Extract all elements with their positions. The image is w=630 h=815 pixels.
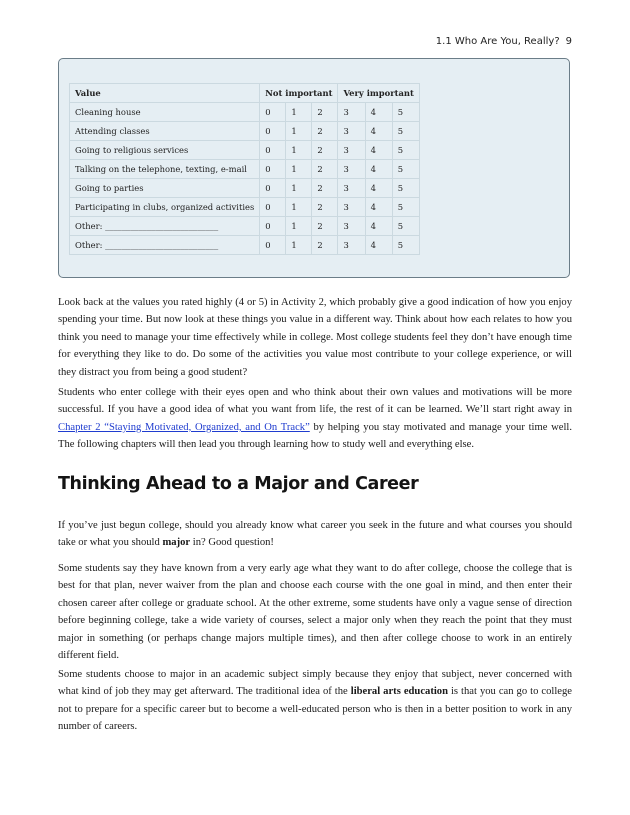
rating-cell: 2 [312,236,338,255]
bold-term-liberal-arts: liberal arts education [350,686,448,698]
table-row [70,236,420,255]
rating-cell: 2 [312,141,338,160]
rating-cell: 3 [338,198,365,217]
table-body [70,103,420,255]
paragraph-text: in? Good question! [190,537,274,549]
rating-cell: 2 [312,198,338,217]
rating-cell: 4 [365,160,392,179]
paragraph-text: Look back at the values you rated highly (4 or 5) in Activity 2, which probably give a good indication of how you enjoy spending your time. But now look at these things you value in a different way. Think about how each relates to how you think you need to manage your time effectively while in college. Most college students feel they don’t have enough time for everything they like to do. Do some of the activities you value most contribute to your college experience, or will they distract you from being a good student? [58,297,572,378]
rating-cell: 5 [392,141,419,160]
rating-cell: 4 [365,179,392,198]
paragraph-liberal-arts [58,666,572,736]
paragraph-text: is that you can go to college not to prepare for a specific career but to become a well-educated person who is then in a better position to work in any number of careers. [58,686,572,733]
value-label: Participating in clubs, organized activities [70,198,260,217]
rating-cell: 0 [260,160,286,179]
rating-cell: 2 [312,217,338,236]
rating-cell: 1 [286,160,312,179]
bold-term-major: major [162,537,191,549]
rating-cell: 3 [338,141,365,160]
rating-cell: 0 [260,217,286,236]
header-very-important: Very important [338,84,419,103]
value-label: Cleaning house [70,103,260,122]
section-heading: Thinking Ahead to a Major and Career [58,474,419,494]
header-value: Value [70,84,260,103]
rating-cell: 3 [338,236,365,255]
paragraph-career-paths [58,560,572,664]
rating-cell: 5 [392,179,419,198]
chapter-2-link[interactable]: Chapter 2 “Staying Motivated, Organized, and On Track” [58,421,310,433]
rating-cell: 5 [392,198,419,217]
rating-cell: 0 [260,141,286,160]
rating-cell: 0 [260,122,286,141]
rating-cell: 4 [365,122,392,141]
table-row [70,103,420,122]
table-row [70,198,420,217]
rating-cell: 5 [392,122,419,141]
value-label: Other: ___________________________ [70,217,260,236]
table-row [70,217,420,236]
rating-cell: 4 [365,141,392,160]
rating-cell: 4 [365,103,392,122]
table-row [70,160,420,179]
page-number: 9 [565,36,572,47]
table-row [70,141,420,160]
rating-cell: 2 [312,122,338,141]
rating-cell: 4 [365,198,392,217]
rating-cell: 5 [392,217,419,236]
paragraph-values-reflection [58,294,572,381]
rating-cell: 2 [312,179,338,198]
running-header-section: 1.1 Who Are You, Really? [435,36,560,47]
table-header-row [70,84,420,103]
paragraph-text: by helping you stay motivated and manage your time well. The following chapters will then lead you through learning how to study well and everything else. [58,421,573,451]
rating-cell: 5 [392,160,419,179]
rating-cell: 1 [286,103,312,122]
rating-cell: 3 [338,122,365,141]
rating-cell: 1 [286,141,312,160]
values-table [69,83,420,255]
rating-cell: 1 [286,217,312,236]
value-label: Talking on the telephone, texting, e-mail [70,160,260,179]
table-row [70,179,420,198]
rating-cell: 0 [260,236,286,255]
paragraph-text: Some students say they have known from a very early age what they want to do after college, choose the college that is best for that plan, never waiver from the plan and choose each course with the one goal in mind, and then enter their chosen career after college or graduate school. At the other extreme, some students have only a vague sense of direction before beginning college, take a wide variety of courses, select a major only when they reach the point that they must major in something (or perhaps change majors multiple times), and then after college choose to work in an entirely different field. [58,563,572,662]
value-label: Attending classes [70,122,260,141]
rating-cell: 5 [392,103,419,122]
paragraph-text: Students who enter college with their eyes open and who think about their own values and motivations will be more successful. If you have a good idea of what you want from life, the rest of it can be learned. We’ll start right away in [58,387,572,416]
rating-cell: 3 [338,103,365,122]
value-label: Going to parties [70,179,260,198]
header-not-important: Not important [260,84,338,103]
rating-cell: 4 [365,236,392,255]
rating-cell: 1 [286,236,312,255]
paragraph-text: If you’ve just begun college, should you already know what career you seek in the future and what courses you should take or what you should [58,520,572,549]
values-table-box [58,58,570,278]
rating-cell: 1 [286,198,312,217]
value-label: Going to religious services [70,141,260,160]
rating-cell: 0 [260,103,286,122]
rating-cell: 5 [392,236,419,255]
rating-cell: 2 [312,103,338,122]
paragraph-eyes-open [58,384,572,454]
rating-cell: 0 [260,198,286,217]
rating-cell: 1 [286,179,312,198]
table-row [70,122,420,141]
rating-cell: 4 [365,217,392,236]
running-header [436,36,572,47]
paragraph-text: Some students choose to major in an academic subject simply because they enjoy that subject, never concerned with what kind of job they may get afterward. The traditional idea of the [58,669,572,698]
rating-cell: 2 [312,160,338,179]
paragraph-major-question [58,517,572,552]
rating-cell: 3 [338,179,365,198]
rating-cell: 3 [338,160,365,179]
rating-cell: 0 [260,179,286,198]
rating-cell: 1 [286,122,312,141]
rating-cell: 3 [338,217,365,236]
value-label: Other: ___________________________ [70,236,260,255]
